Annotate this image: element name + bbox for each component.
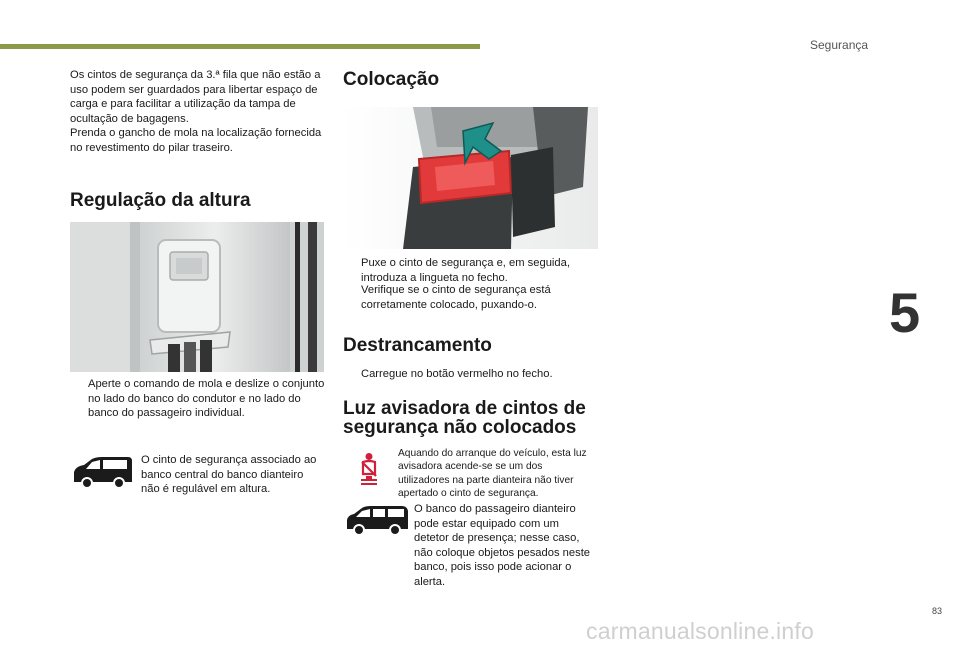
mpv-icon: [344, 505, 410, 537]
warning-light-text: Aquando do arranque do veículo, esta luz avisadora acende-se se um dos utilizadores na parte dianteira não tiver apertado o cinto de segurança.: [398, 448, 587, 500]
presence-detector-text: O banco do passageiro dianteiro pode estar equipado com um detetor de presença; nesse caso, não coloque objetos pesados neste banco, pois isso pode acionar o alerta.: [414, 503, 591, 588]
buckle-illustration: [343, 107, 598, 249]
bullet-arrow-icon: [343, 367, 361, 382]
fitting-bullet-1: Puxe o cinto de segurança e, em seguida, introduza a lingueta no fecho.: [343, 256, 598, 285]
watermark: carmanualsonline.info: [586, 618, 814, 644]
bullet-arrow-icon: [343, 256, 361, 285]
height-adjust-bullet: Aperte o comando de mola e deslize o conjunto no lado do banco do condutor e no lado do banco do passageiro individual.: [70, 377, 326, 421]
height-adjust-title: Regulação da altura: [70, 190, 251, 211]
intro-paragraph: Os cintos de segurança da 3.ª fila que não estão a uso podem ser guardados para libertar espaço de carga e para facilitar a utilização da tampa de ocultação de bagagens. Prenda o gancho de mola na localização fornecida no revestimento do pilar traseiro.: [70, 69, 322, 154]
chapter-number: 5: [889, 281, 921, 344]
unlocking-bullet: Carregue no botão vermelho no fecho.: [343, 367, 598, 382]
header-accent-bar: [0, 44, 480, 49]
section-label: Segurança: [810, 38, 869, 52]
fitting-bullet-2: Verifique se o cinto de segurança está corretamente colocado, puxando-o.: [343, 283, 598, 312]
van-icon: [70, 456, 134, 490]
unlocking-title: Destrancamento: [343, 335, 492, 356]
bullet-arrow-icon: [343, 283, 361, 312]
seatbelt-warning-icon: [356, 452, 382, 486]
van-note: O cinto de segurança associado ao banco central do banco dianteiro não é regulável em altura.: [141, 454, 317, 496]
fitting-title: Colocação: [343, 69, 440, 90]
height-adjust-illustration: [70, 222, 324, 372]
page-number: 83: [932, 606, 943, 616]
warning-light-title-line1: Luz avisadora de cintos de: [343, 398, 586, 419]
warning-light-title-line2: segurança não colocados: [343, 417, 577, 438]
bullet-arrow-icon: [70, 377, 88, 421]
